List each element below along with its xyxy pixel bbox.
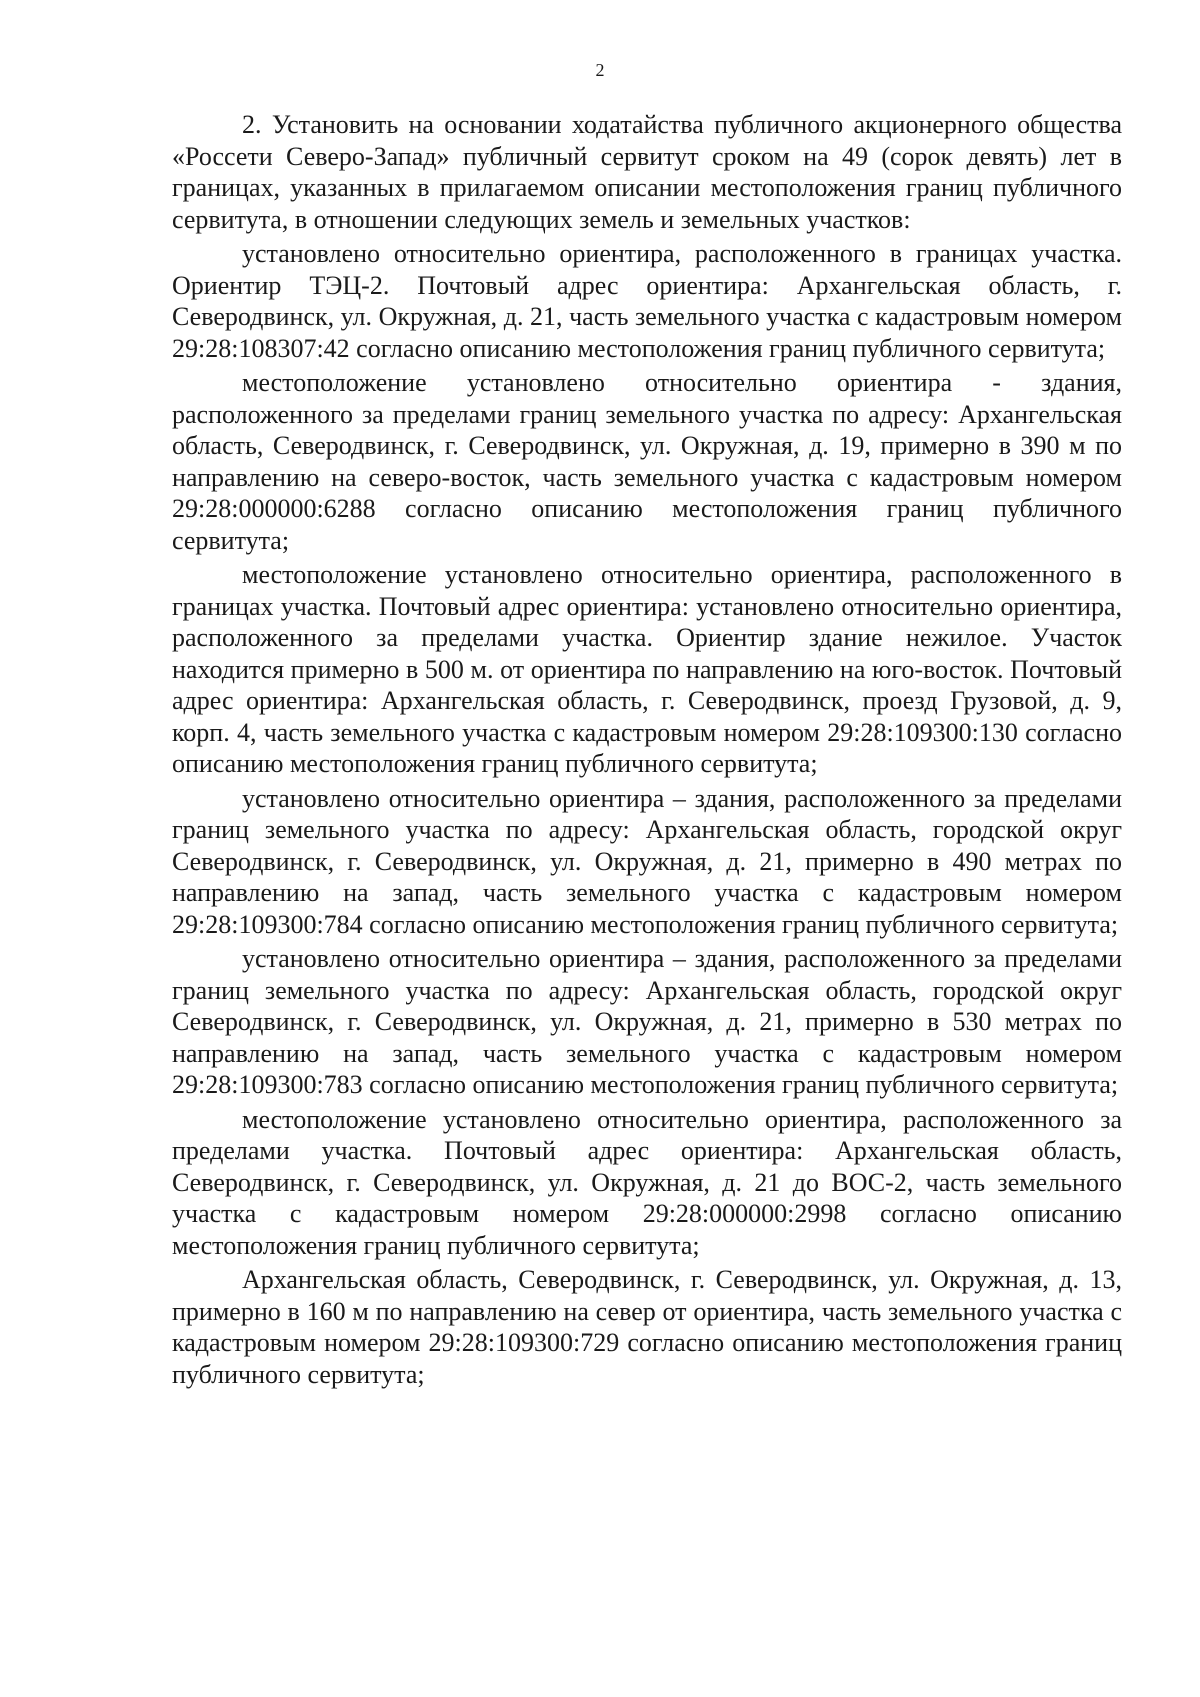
paragraph-plot-109300-130: местоположение установлено относительно ориентира, расположенного в границах участка. Почтовый адрес ориентира: установлено относительно ориентира, расположенного за пределами участка. Ориентир здание нежилое. Участок находится примерно в 500 м. от ориентира по направлению на юго-восток. Почтовый адрес ориентира: Архангельская область, г. Северодвинск, проезд Грузовой, д. 9, корп. 4, часть земельного участка с кадастровым номером 29:28:109300:130 согласно описанию местоположения границ публичного сервитута; [172, 560, 1122, 778]
paragraph-plot-000000-6288: местоположение установлено относительно ориентира - здания, расположенного за пределами границ земельного участка по адресу: Архангельская область, Северодвинск, г. Северодвинск, ул. Окружная, д. 19, примерно в 390 м по направлению на северо-восток, часть земельного участка с кадастровым номером 29:28:000000:6288 согласно описанию местоположения границ публичного сервитута; [172, 368, 1122, 555]
paragraph-plot-000000-2998: местоположение установлено относительно ориентира, расположенного за пределами участка. Почтовый адрес ориентира: Архангельская область, Северодвинск, г. Северодвинск, ул. Окружная, д. 21 до ВОС-2, часть земельного участка с кадастровым номером 29:28:000000:2998 согласно описанию местоположения границ публичного сервитута; [172, 1104, 1122, 1260]
page-number: 2 [595, 60, 605, 80]
paragraph-plot-109300-729: Архангельская область, Северодвинск, г. Северодвинск, ул. Окружная, д. 13, примерно в 160 м по направлению на север от ориентира, часть земельного участка с кадастровым номером 29:28:109300:729 согласно описанию местоположения границ публичного сервитута; [172, 1265, 1122, 1389]
paragraph-plot-108307-42: установлено относительно ориентира, расположенного в границах участка. Ориентир ТЭЦ-2. Почтовый адрес ориентира: Архангельская область, г. Северодвинск, ул. Окружная, д. 21, часть земельного участка с кадастровым номером 29:28:108307:42 согласно описанию местоположения границ публичного сервитута; [172, 239, 1122, 363]
paragraph-servitude-establishment: 2. Установить на основании ходатайства публичного акционерного общества «Россети Северо-Запад» публичный сервитут сроком на 49 (сорок девять) лет в границах, указанных в прилагаемом описании местоположения границ публичного сервитута, в отношении следующих земель и земельных участков: [172, 110, 1122, 234]
paragraph-plot-109300-783: установлено относительно ориентира – здания, расположенного за пределами границ земельного участка по адресу: Архангельская область, городской округ Северодвинск, г. Северодвинск, ул. Окружная, д. 21, примерно в 530 метрах по направлению на запад, часть земельного участка с кадастровым номером 29:28:109300:783 согласно описанию местоположения границ публичного сервитута; [172, 944, 1122, 1099]
document-body [172, 109, 1122, 1390]
paragraph-plot-109300-784: установлено относительно ориентира – здания, расположенного за пределами границ земельного участка по адресу: Архангельская область, городской округ Северодвинск, г. Северодвинск, ул. Окружная, д. 21, примерно в 490 метрах по направлению на запад, часть земельного участка с кадастровым номером 29:28:109300:784 согласно описанию местоположения границ публичного сервитута; [172, 783, 1122, 939]
